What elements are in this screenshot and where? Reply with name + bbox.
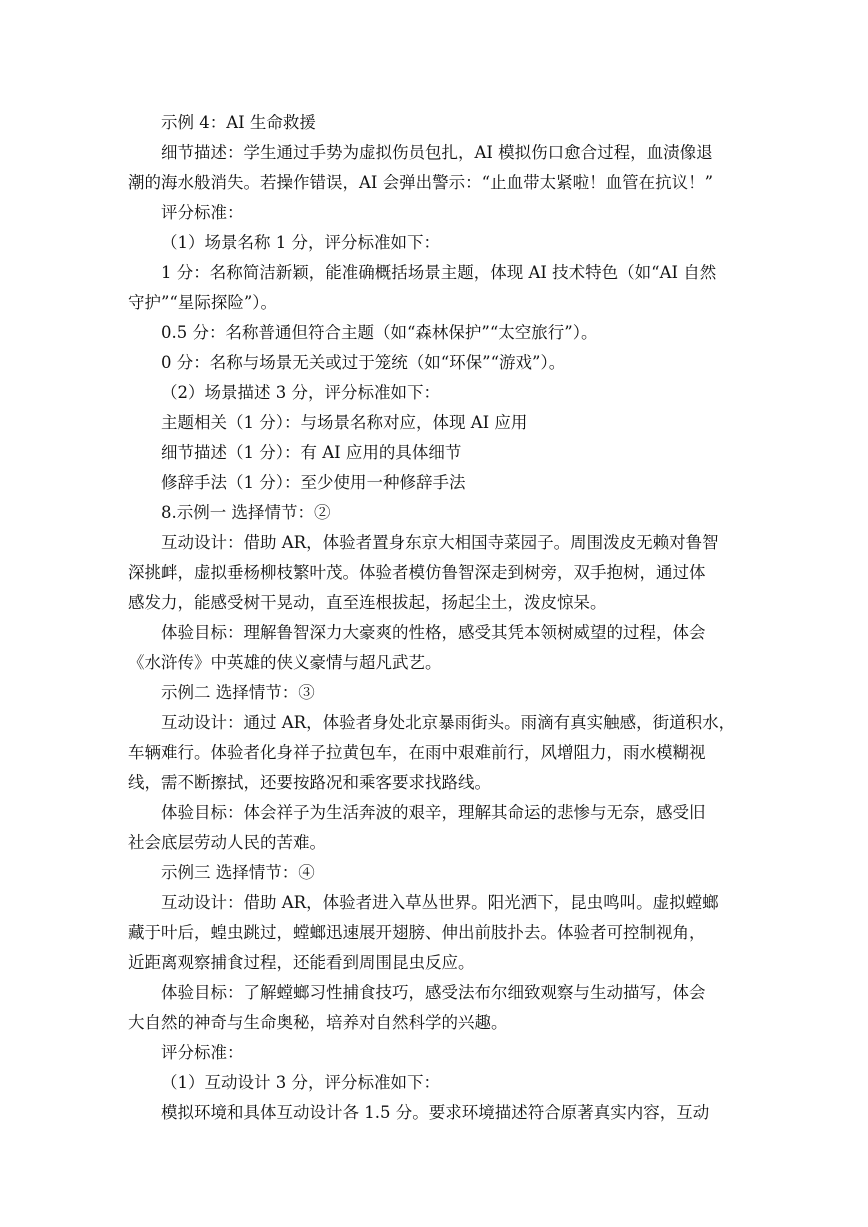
text-line: 社会底层劳动人民的苦难。 xyxy=(128,833,326,852)
paragraph xyxy=(128,1098,740,1128)
text-line: 体验目标：体会祥子为生活奔波的艰辛，理解其命运的悲惨与无奈，感受旧 xyxy=(161,803,706,822)
text-line: 细节描述：学生通过手势为虚拟伤员包扎，AI 模拟伤口愈合过程，血渍像退 xyxy=(161,143,713,162)
paragraph xyxy=(128,438,740,468)
text-line: 藏于叶后，蝗虫跳过，螳螂迅速展开翅膀、伸出前肢扑去。体验者可控制视角， xyxy=(128,923,706,942)
paragraph xyxy=(128,318,740,348)
text-line: 大自然的神奇与生命奥秘，培养对自然科学的兴趣。 xyxy=(128,1013,508,1032)
text-line: 互动设计：借助 AR，体验者进入草丛世界。阳光洒下，昆虫鸣叫。虚拟螳螂 xyxy=(161,893,719,912)
text-line: 示例二 选择情节：③ xyxy=(161,683,315,702)
paragraph xyxy=(128,1068,740,1098)
text-line: （2）场景描述 3 分，评分标准如下： xyxy=(161,383,440,402)
paragraph xyxy=(128,408,740,438)
text-line: 0 分：名称与场景无关或过于笼统（如“环保”“游戏”）。 xyxy=(161,353,566,372)
text-line: 车辆难行。体验者化身祥子拉黄包车，在雨中艰难前行，风增阻力，雨水模糊视 xyxy=(128,743,706,762)
paragraph xyxy=(128,978,740,1038)
paragraph xyxy=(128,108,740,138)
text-line: 8.示例一 选择情节：② xyxy=(161,503,331,522)
paragraph xyxy=(128,618,740,678)
text-line: 守护”“星际探险”）。 xyxy=(128,293,278,312)
text-line: 感发力，能感受树干晃动，直至连根拔起，扬起尘土，泼皮惊呆。 xyxy=(128,593,607,612)
paragraph xyxy=(128,798,740,858)
text-line: （1）场景名称 1 分，评分标准如下： xyxy=(161,233,440,252)
paragraph xyxy=(128,138,740,198)
text-line: 模拟环境和具体互动设计各 1.5 分。要求环境描述符合原著真实内容，互动 xyxy=(161,1103,710,1122)
paragraph xyxy=(128,1038,740,1068)
text-line: 深挑衅，虚拟垂杨柳枝繁叶茂。体验者模仿鲁智深走到树旁，双手抱树，通过体 xyxy=(128,563,706,582)
paragraph xyxy=(128,708,740,798)
paragraph xyxy=(128,228,740,258)
text-line: 互动设计：借助 AR，体验者置身东京大相国寺菜园子。周围泼皮无赖对鲁智 xyxy=(161,533,719,552)
text-line: 示例三 选择情节：④ xyxy=(161,863,315,882)
text-line: 1 分：名称简洁新颖，能准确概括场景主题，体现 AI 技术特色（如“AI 自然 xyxy=(161,263,717,282)
paragraph xyxy=(128,198,740,228)
text-line: 近距离观察捕食过程，还能看到周围昆虫反应。 xyxy=(128,953,475,972)
document-body xyxy=(128,108,740,1128)
text-line: 0.5 分：名称普通但符合主题（如“森林保护”“太空旅行”）。 xyxy=(161,323,598,342)
paragraph xyxy=(128,378,740,408)
text-line: 潮的海水般消失。若操作错误，AI 会弹出警示：“止血带太紧啦！血管在抗议！” xyxy=(128,173,714,192)
paragraph xyxy=(128,498,740,528)
paragraph xyxy=(128,858,740,888)
text-line: 体验目标：理解鲁智深力大豪爽的性格，感受其凭本领树威望的过程，体会 xyxy=(161,623,706,642)
paragraph xyxy=(128,678,740,708)
paragraph xyxy=(128,888,740,978)
paragraph xyxy=(128,528,740,618)
text-line: 互动设计：通过 AR，体验者身处北京暴雨街头。雨滴有真实触感，街道积水， xyxy=(161,713,736,732)
text-line: 《水浒传》中英雄的侠义豪情与超凡武艺。 xyxy=(128,653,442,672)
text-line: 评分标准： xyxy=(161,1043,244,1062)
text-line: （1）互动设计 3 分，评分标准如下： xyxy=(161,1073,440,1092)
paragraph xyxy=(128,258,740,318)
text-line: 修辞手法（1 分）：至少使用一种修辞手法 xyxy=(161,473,466,492)
text-line: 细节描述（1 分）：有 AI 应用的具体细节 xyxy=(161,443,462,462)
text-line: 体验目标：了解螳螂习性捕食技巧，感受法布尔细致观察与生动描写，体会 xyxy=(161,983,706,1002)
text-line: 主题相关（1 分）：与场景名称对应，体现 AI 应用 xyxy=(161,413,528,432)
text-line: 评分标准： xyxy=(161,203,244,222)
paragraph xyxy=(128,468,740,498)
text-line: 线，需不断擦拭，还要按路况和乘客要求找路线。 xyxy=(128,773,491,792)
paragraph xyxy=(128,348,740,378)
text-line: 示例 4：AI 生命救援 xyxy=(161,113,316,132)
